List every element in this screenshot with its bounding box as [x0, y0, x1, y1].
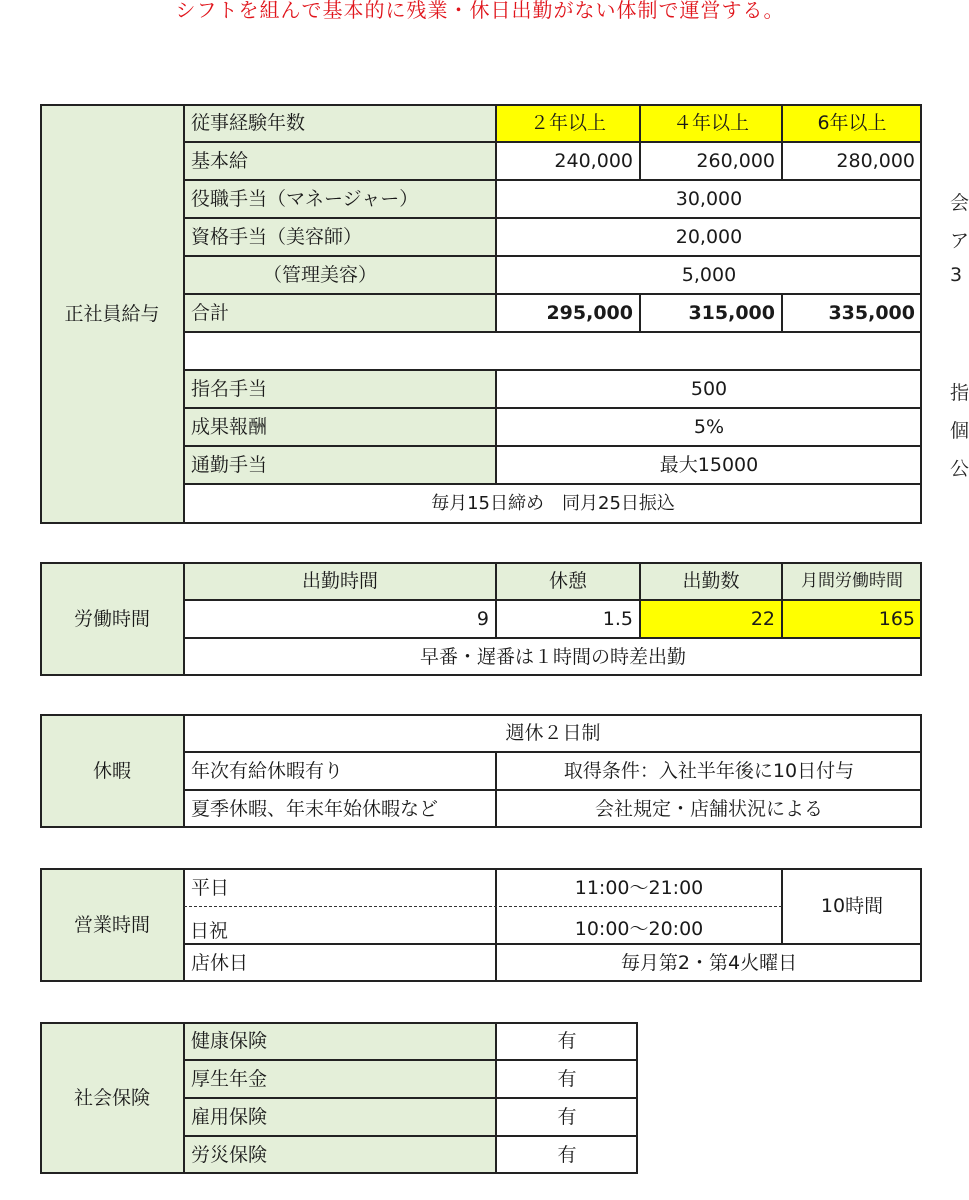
holiday-label: 日祝 [190, 920, 229, 942]
holidays-section-label: 休暇 [40, 714, 184, 828]
experience-level-4y: ４年以上 [640, 104, 782, 142]
hours-shift-value: 9 [184, 600, 496, 638]
edge-char: 公 [950, 458, 969, 480]
manager-allowance-label: 役職手当（マネージャー） [184, 180, 496, 218]
edge-char: ア [950, 230, 969, 252]
mgmt-license-value: 5,000 [496, 256, 922, 294]
total-label: 合計 [184, 294, 496, 332]
insurance-item-value: 有 [496, 1098, 638, 1136]
salary-section-label: 正社員給与 [40, 104, 184, 524]
base-pay-label: 基本給 [184, 142, 496, 180]
hours-monthly-value: 165 [782, 600, 922, 638]
edge-char: 個 [950, 420, 969, 442]
total-2y: 295,000 [496, 294, 640, 332]
manager-allowance-value: 30,000 [496, 180, 922, 218]
hours-note: 早番・遅番は１時間の時差出勤 [184, 638, 922, 676]
edge-char: 指 [950, 382, 969, 404]
license-allowance-label: 資格手当（美容師） [184, 218, 496, 256]
payday-note: 毎月15日締め 同月25日振込 [184, 484, 922, 524]
insurance-item-label: 労災保険 [184, 1136, 496, 1174]
total-6y: 335,000 [782, 294, 922, 332]
experience-level-6y: 6年以上 [782, 104, 922, 142]
performance-value: 5% [496, 408, 922, 446]
insurance-item-value: 有 [496, 1022, 638, 1060]
hours-header-days: 出勤数 [640, 562, 782, 600]
insurance-item-value: 有 [496, 1136, 638, 1174]
total-4y: 315,000 [640, 294, 782, 332]
other-leave-value: 会社規定・店舗状況による [496, 790, 922, 828]
experience-level-2y: ２年以上 [496, 104, 640, 142]
insurance-item-label: 健康保険 [184, 1022, 496, 1060]
spacer-row [184, 332, 922, 370]
commute-label: 通勤手当 [184, 446, 496, 484]
closed-day-value: 毎月第2・第4火曜日 [496, 944, 922, 982]
base-pay-6y: 280,000 [782, 142, 922, 180]
weekday-hours: 11:00～21:00 [496, 868, 782, 944]
nomination-label: 指名手当 [184, 370, 496, 408]
performance-label: 成果報酬 [184, 408, 496, 446]
business-section-label: 営業時間 [40, 868, 184, 982]
insurance-section-label: 社会保険 [40, 1022, 184, 1174]
hours-header-shift: 出勤時間 [184, 562, 496, 600]
other-leave-label: 夏季休暇、年末年始休暇など [184, 790, 496, 828]
hours-days-value: 22 [640, 600, 782, 638]
hours-header-monthly: 月間労働時間 [782, 562, 922, 600]
base-pay-2y: 240,000 [496, 142, 640, 180]
hours-section-label: 労働時間 [40, 562, 184, 676]
hours-header-break: 休憩 [496, 562, 640, 600]
nomination-value: 500 [496, 370, 922, 408]
edge-char: 3 [950, 264, 963, 286]
insurance-item-label: 雇用保険 [184, 1098, 496, 1136]
paid-leave-value: 取得条件：入社半年後に10日付与 [496, 752, 922, 790]
holiday-hours: 10:00～20:00 [574, 918, 704, 940]
paid-leave-label: 年次有給休暇有り [184, 752, 496, 790]
license-allowance-value: 20,000 [496, 218, 922, 256]
edge-char: 会 [950, 192, 969, 214]
insurance-item-label: 厚生年金 [184, 1060, 496, 1098]
closed-day-label: 店休日 [184, 944, 496, 982]
mgmt-license-label: （管理美容） [184, 256, 496, 294]
hours-break-value: 1.5 [496, 600, 640, 638]
weekday-holiday-divider [184, 906, 782, 907]
base-pay-4y: 260,000 [640, 142, 782, 180]
insurance-item-value: 有 [496, 1060, 638, 1098]
business-duration: 10時間 [782, 868, 922, 944]
weekday-label: 平日 [184, 868, 496, 944]
commute-value: 最大15000 [496, 446, 922, 484]
experience-label: 従事経験年数 [184, 104, 496, 142]
header-note: シフトを組んで基本的に残業・休日出勤がない体制で運営する。 [175, 0, 785, 22]
weekly-holiday: 週休２日制 [184, 714, 922, 752]
